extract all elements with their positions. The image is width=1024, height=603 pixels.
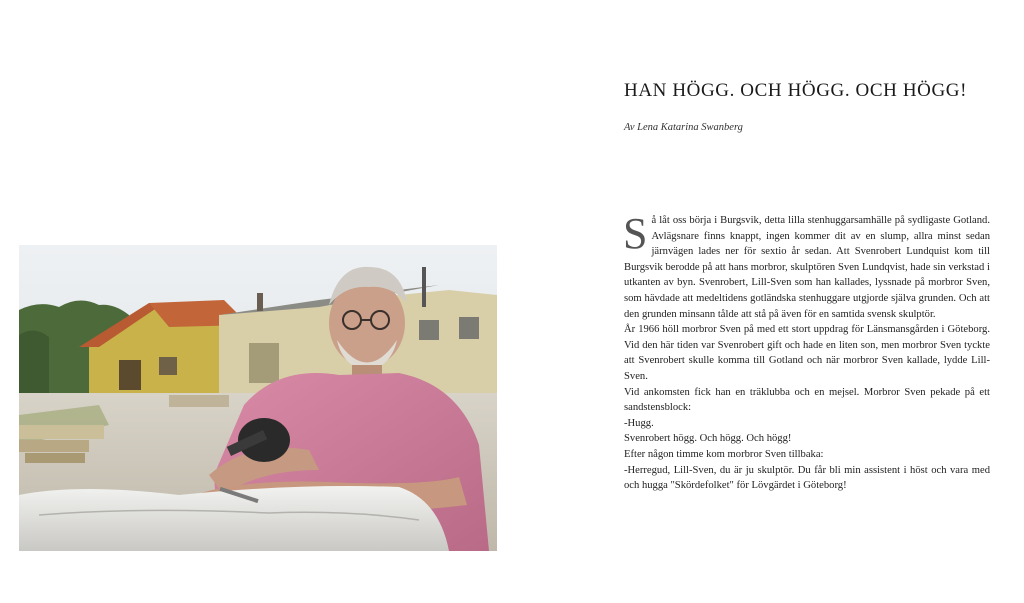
sculptor-photo [19, 245, 497, 551]
paragraph: Efter någon timme kom morbror Sven tillbaka: [624, 448, 824, 460]
drop-cap: S [623, 209, 648, 258]
photo-illustration [19, 245, 497, 551]
paragraph: Så låt oss börja i Burgsvik, detta lilla stenhuggarsamhälle på sydligaste Gotland. Avlägsnare finns knappt, ingen kommer dit av en slump, allra minst sedan järnvägen lades ner för sextio år sedan. Att Svenrobert Lundquist kom till Burgsvik berodde på att hans morbror, skulptören Sven Lundqvist, hade sin verkstad i utkanten av byn. Svenrobert, Lill-Sven som han kallades, lyssnade på morbror Sven, som hävdade att medeltidens gotländska stenhuggare utgjorde själva grunden. Och att den grunden minsann tålde att stå på även för en samtida svensk skulptör. [623, 209, 990, 320]
article-headline: HAN HÖGG. OCH HÖGG. OCH HÖGG! [624, 80, 968, 101]
paragraph: Svenrobert högg. Och högg. Och högg! [624, 433, 792, 445]
paragraph: -Herregud, Lill-Sven, du är ju skulptör. Du får bli min assistent i höst och vara med och hugga "Skördefolket" för Lövgärdet i Göteborg! [624, 464, 990, 492]
paragraph: -Hugg. [624, 417, 654, 429]
article-byline: Av Lena Katarina Swanberg [624, 122, 743, 133]
paragraph: År 1966 höll morbror Sven på med ett stort uppdrag för Länsmansgården i Göteborg. Vid den här tiden var Svenrobert gift och hade en liten son, men morbror Sven tyckte att Svenrobert skulle komma till Gotland och när morbror Sven kallade, lydde Lill-Sven. [624, 324, 990, 382]
article-body [623, 209, 990, 494]
paragraph: Vid ankomsten fick han en träklubba och en mejsel. Morbror Sven pekade på ett sandstensblock: [624, 386, 990, 414]
article [624, 80, 990, 494]
